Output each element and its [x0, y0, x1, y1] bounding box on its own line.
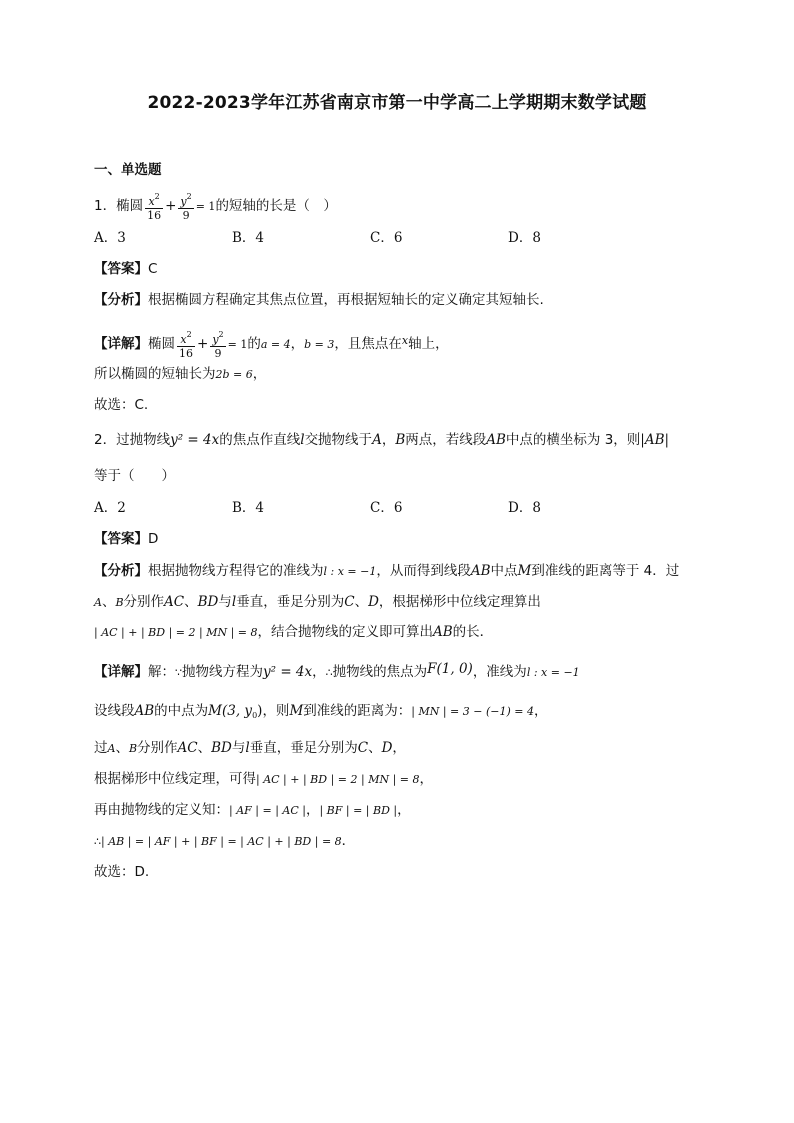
detail-math: M(3, y	[208, 703, 253, 719]
q2-detail-line4	[94, 769, 433, 790]
answer-tag: 【答案】	[94, 531, 148, 547]
analysis-text: 中点	[490, 563, 518, 579]
detail-text: 所以椭圆的短轴长为	[94, 366, 216, 382]
q2-text: 2．过抛物线	[94, 432, 171, 448]
analysis-text: 根据抛物线方程得它的准线为	[148, 563, 324, 579]
analysis-text: ，从而得到线段	[376, 563, 471, 579]
detail-math: y² = 4x	[263, 664, 313, 680]
detail-math: l : x = −1	[526, 666, 580, 679]
q2-option-d: D．8	[508, 500, 541, 516]
detail-math: | AF | = | AC |	[229, 804, 306, 817]
analysis-math: AC	[164, 594, 185, 610]
detail-text: 、	[115, 740, 129, 756]
detail-math: C	[357, 740, 369, 756]
detail-text: 到准线的距离为：	[303, 703, 412, 719]
detail-text: 椭圆	[148, 336, 175, 352]
q1-option-d: D．8	[508, 230, 541, 246]
analysis-tag: 【分析】	[94, 563, 148, 579]
q2-detail-line6	[94, 831, 355, 852]
detail-math: M	[289, 703, 304, 719]
analysis-math: | AC | + | BD | = 2 | MN | = 8	[94, 626, 258, 639]
detail-math: x	[401, 334, 409, 347]
answer-value: D	[148, 531, 159, 547]
detail-text: 与	[231, 740, 246, 756]
detail-text: 根据梯形中位线定理，可得	[94, 771, 256, 787]
detail-math: B	[128, 742, 138, 755]
detail-tag: 【详解】	[94, 664, 148, 680]
detail-text: ，准线为	[472, 664, 527, 680]
analysis-text: 、	[101, 594, 116, 610]
analysis-math: AB	[433, 624, 453, 640]
q1-stem-end: 的短轴的长是（ ）	[215, 198, 337, 214]
analysis-tag: 【分析】	[94, 292, 148, 308]
detail-math: 2b = 6	[215, 368, 253, 381]
detail-text: ，	[392, 740, 406, 756]
detail-text: 再由抛物线的定义知：	[94, 802, 229, 818]
answer-value: C	[148, 261, 158, 277]
detail-math: b = 3	[304, 338, 335, 351]
analysis-text: ，根据梯形中位线定理算出	[378, 594, 541, 610]
detail-math: a = 4	[260, 338, 291, 351]
q2-math: A	[372, 432, 382, 448]
detail-math: l	[245, 740, 250, 756]
detail-text: ，	[397, 802, 411, 818]
q1-choose: 故选：C.	[94, 397, 149, 413]
detail-math: A	[107, 742, 116, 755]
analysis-math: D	[368, 594, 379, 610]
detail-text: ，	[305, 802, 320, 818]
q2-math: y² = 4x	[170, 432, 220, 448]
detail-text: 过	[94, 740, 108, 756]
detail-text: ，	[419, 771, 433, 787]
detail-math: AC	[177, 740, 198, 756]
q2-option-a: A．2	[94, 500, 126, 516]
q1-option-a: A．3	[94, 230, 126, 246]
q1-plus: +	[165, 198, 177, 214]
therefore-symbol: ∴	[94, 835, 101, 848]
q2-option-b: B．4	[232, 500, 265, 516]
analysis-math: AB	[470, 563, 491, 579]
detail-text: ，	[533, 703, 548, 719]
analysis-text: 、	[354, 594, 369, 610]
q2-text: 中点的横坐标为 3，则	[505, 432, 641, 448]
detail-text: ．	[341, 833, 356, 849]
detail-text: 垂直，垂足分别为	[249, 740, 358, 756]
q2-math: l	[300, 432, 305, 448]
detail-tag: 【详解】	[94, 336, 148, 352]
document-title: 2022-2023学年江苏省南京市第一中学高二上学期期末数学试题	[147, 93, 647, 113]
q1-fraction-x: $\frac{x^2}{16}$	[147, 192, 162, 222]
analysis-text: 与	[218, 594, 232, 610]
analysis-text: 到准线的距离等于 4．过	[531, 563, 680, 579]
detail-plus: +	[197, 336, 209, 352]
q1-answer	[94, 259, 157, 279]
q2-analysis	[94, 561, 679, 582]
q2-stem	[94, 430, 669, 450]
detail-text: 设线段	[94, 703, 135, 719]
analysis-text: 垂直，垂足分别为	[236, 594, 345, 610]
detail-text: 抛物线的焦点为	[332, 664, 428, 680]
detail-math: | BF | = | BD |	[319, 804, 398, 817]
detail-math: | MN | = 3 − (−1) = 4	[411, 705, 534, 718]
q1-equals: = 1	[195, 200, 216, 213]
q2-detail	[94, 659, 580, 683]
q2-detail-line2	[94, 701, 547, 726]
detail-fraction-y: $\frac{y^2}{9}$	[212, 330, 224, 360]
detail-text: ，则	[262, 703, 290, 719]
detail-text: 、	[197, 740, 212, 756]
q1-analysis	[94, 290, 544, 310]
detail-text: ，	[312, 664, 326, 680]
detail-fraction-x: $\frac{x^2}{16}$	[179, 330, 193, 360]
q2-text: 两点，若线段	[405, 432, 487, 448]
detail-text: 分别作	[137, 740, 178, 756]
detail-text: 抛物线方程为	[182, 664, 263, 680]
answer-tag: 【答案】	[94, 261, 148, 277]
detail-text: ，且焦点在	[334, 336, 402, 352]
q2-text: ，	[381, 432, 396, 448]
q1-number: 1．椭圆	[94, 198, 144, 214]
detail-text: 解：	[148, 664, 175, 680]
analysis-math: BD	[197, 594, 219, 610]
analysis-math: l	[231, 594, 237, 610]
q2-text: 交抛物线于	[304, 432, 373, 448]
analysis-text: 、	[184, 594, 198, 610]
detail-math: D	[381, 740, 393, 756]
q2-analysis-line3	[94, 622, 493, 643]
detail-text: 的	[247, 336, 261, 352]
detail-subscript: 0	[252, 711, 258, 720]
because-symbol: ∵	[175, 666, 182, 679]
q2-analysis-line2	[94, 592, 541, 613]
q2-detail-line5	[94, 800, 411, 821]
analysis-math: B	[115, 596, 124, 609]
q2-math: AB	[486, 432, 506, 448]
detail-text: 、	[368, 740, 382, 756]
q2-answer	[94, 529, 158, 549]
therefore-symbol: ∴	[325, 666, 333, 679]
detail-math: )	[257, 703, 263, 719]
q1-stem	[94, 190, 337, 222]
detail-equals: = 1	[227, 338, 248, 351]
q2-math: B	[395, 432, 406, 448]
q2-option-c: C．6	[370, 500, 403, 516]
q2-math: |AB|	[640, 432, 670, 448]
detail-math: AB	[134, 703, 155, 719]
q2-detail-line3	[94, 738, 406, 759]
q1-fraction-y: $\frac{y^2}{9}$	[180, 192, 192, 222]
q2-stem-line2: 等于（ ）	[94, 468, 175, 484]
q1-detail-line2	[94, 364, 266, 385]
detail-text: ，	[290, 336, 305, 352]
detail-text: 的中点为	[154, 703, 209, 719]
analysis-math: C	[344, 594, 355, 610]
q1-option-c: C．6	[370, 230, 403, 246]
q2-text: 的焦点作直线	[219, 432, 301, 448]
detail-text: 轴上，	[408, 336, 449, 352]
section-heading: 一、单选题	[94, 162, 162, 178]
q2-choose: 故选：D.	[94, 864, 150, 880]
q1-detail	[94, 328, 449, 360]
detail-math: BD	[211, 740, 232, 756]
analysis-math: M	[517, 563, 532, 579]
detail-math: | AB | = | AF | + | BF | = | AC | + | BD | = 8	[101, 835, 342, 848]
detail-math: | AC | + | BD | = 2 | MN | = 8	[256, 773, 420, 786]
q1-option-b: B．4	[232, 230, 265, 246]
analysis-math: l : x = −1	[323, 565, 377, 578]
analysis-math: A	[94, 596, 102, 609]
detail-math: F(1, 0)	[427, 661, 473, 677]
detail-text: ，	[252, 366, 267, 382]
analysis-text: 分别作	[123, 594, 165, 610]
analysis-text: ，结合抛物线的定义即可算出	[257, 624, 433, 640]
analysis-text: 根据椭圆方程确定其焦点位置，再根据短轴长的定义确定其短轴长.	[148, 292, 544, 308]
analysis-text: 的长．	[452, 624, 494, 640]
